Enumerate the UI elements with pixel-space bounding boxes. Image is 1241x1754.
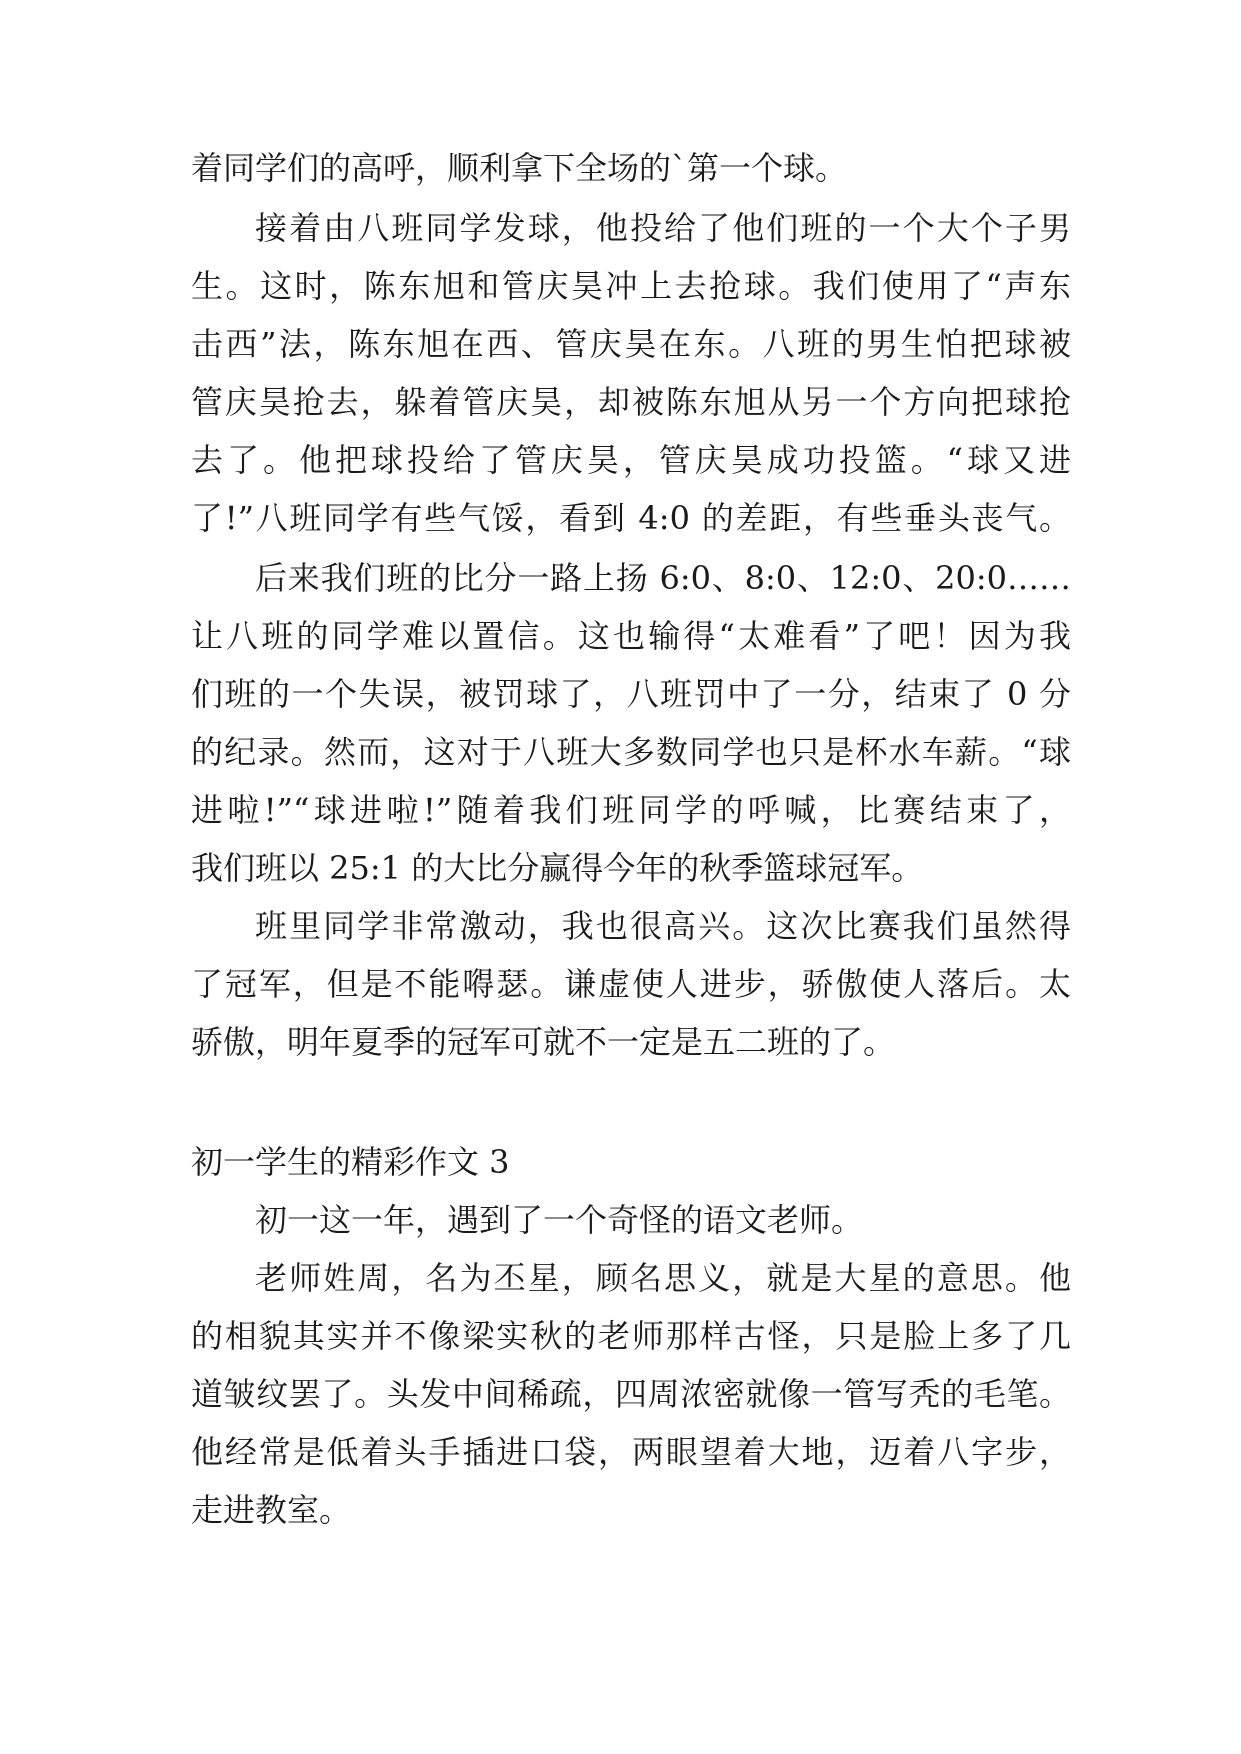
- text-line: 他经常是低着头手插进口袋，两眼望着大地，迈着八字步，: [191, 1433, 1071, 1471]
- text-line: 老师姓周，名为丕星，顾名思义，就是大星的意思。他: [255, 1259, 1071, 1297]
- text-line: 管庆昊抢去，躲着管庆昊，却被陈东旭从另一个方向把球抢: [191, 383, 1071, 421]
- text-line: 击西”法，陈东旭在西、管庆昊在东。八班的男生怕把球被: [191, 325, 1071, 363]
- text-line: 了!”八班同学有些气馁，看到 4:0 的差距，有些垂头丧气。: [191, 499, 1071, 537]
- text-line: 走进教室。: [191, 1491, 352, 1529]
- text-line: 我们班以 25:1 的大比分赢得今年的秋季篮球冠军。: [191, 849, 924, 887]
- text-line: 生。这时，陈东旭和管庆昊冲上去抢球。我们使用了“声东: [191, 267, 1071, 305]
- text-line: 的纪录。然而，这对于八班大多数同学也只是杯水车薪。“球: [191, 733, 1071, 771]
- text-line: 了冠军，但是不能嘚瑟。谦虚使人进步，骄傲使人落后。太: [191, 965, 1071, 1003]
- section-heading: 初一学生的精彩作文 3: [191, 1143, 510, 1181]
- text-line: 的相貌其实并不像梁实秋的老师那样古怪，只是脸上多了几: [191, 1317, 1071, 1355]
- text-line: 进啦!”“球进啦!”随着我们班同学的呼喊，比赛结束了，: [191, 791, 1071, 829]
- text-line: 后来我们班的比分一路上扬 6:0、8:0、12:0、20:0……: [255, 559, 1071, 597]
- text-line: 道皱纹罢了。头发中间稀疏，四周浓密就像一管写秃的毛笔。: [191, 1375, 1071, 1413]
- text-line: 着同学们的高呼，顺利拿下全场的`第一个球。: [191, 149, 848, 187]
- text-line: 们班的一个失误，被罚球了，八班罚中了一分，结束了 0 分: [191, 675, 1071, 713]
- text-line: 初一这一年，遇到了一个奇怪的语文老师。: [255, 1201, 864, 1239]
- text-line: 骄傲，明年夏季的冠军可就不一定是五二班的了。: [191, 1023, 896, 1061]
- text-line: 让八班的同学难以置信。这也输得“太难看”了吧！因为我: [191, 617, 1071, 655]
- text-line: 班里同学非常激动，我也很高兴。这次比赛我们虽然得: [255, 907, 1071, 945]
- text-line: 去了。他把球投给了管庆昊，管庆昊成功投篮。“球又进: [191, 441, 1071, 479]
- text-line: 接着由八班同学发球，他投给了他们班的一个大个子男: [255, 209, 1071, 247]
